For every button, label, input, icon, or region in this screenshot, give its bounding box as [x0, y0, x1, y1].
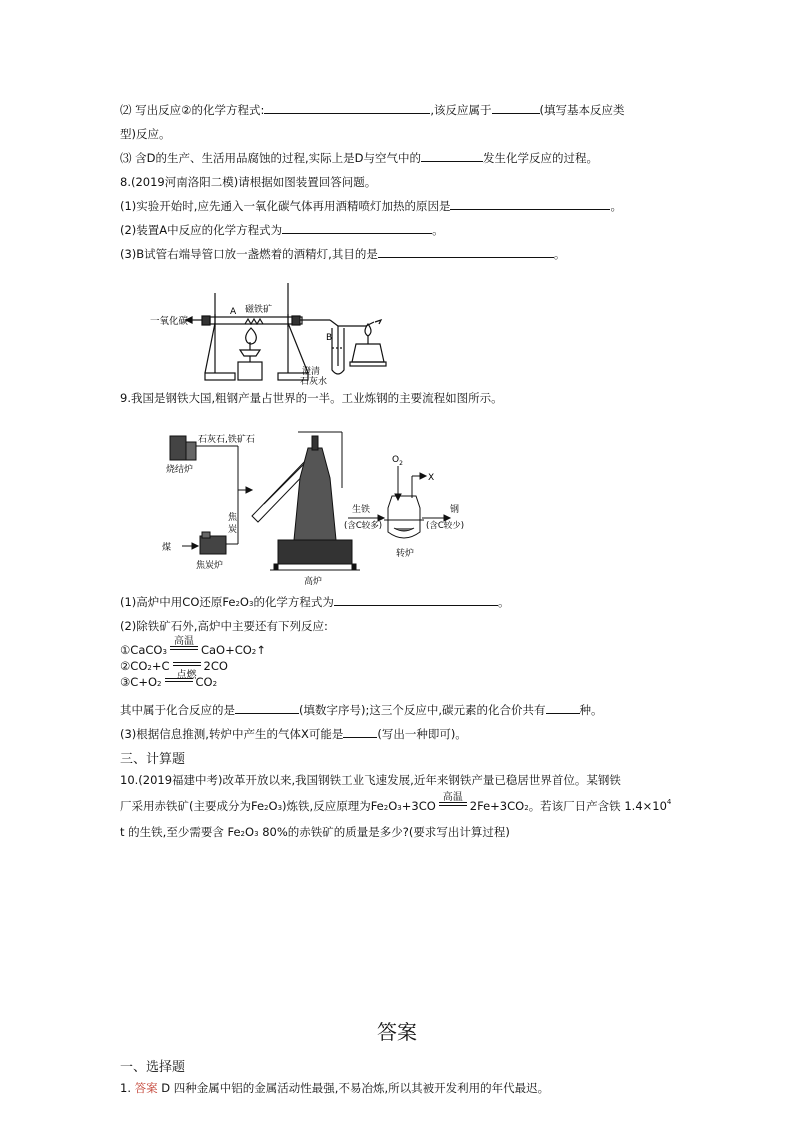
o2-label: $O_2$ [392, 455, 403, 467]
q8-part2: (2)装置A中反应的化学方程式为 。 [120, 223, 444, 237]
coke-label-1: 焦 [228, 513, 238, 523]
q9-stem: 9.我国是钢铁大国,粗钢产量占世界的一半。工业炼钢的主要流程如图所示。 [120, 391, 503, 405]
answer-blank[interactable] [334, 594, 498, 606]
section-choice-heading: 一、选择题 [120, 1060, 186, 1075]
co-label: 一氧化碳 [150, 316, 189, 327]
answer-blank[interactable] [546, 702, 580, 714]
q9-part2: (2)除铁矿石外,高炉中主要还有下列反应: [120, 619, 328, 633]
q10-line3: t 的生铁,至少需要含 Fe2O3 80%的赤铁矿的质量是多少?(要求写出计算过程) [120, 825, 510, 839]
coke-oven-label: 焦炭炉 [196, 561, 224, 571]
reaction-condition: 高温 [170, 642, 198, 654]
answer-title: 答案 [377, 1020, 417, 1044]
answer-blank[interactable] [235, 702, 299, 714]
q9-part2-question: 其中属于化合反应的是 (填数字序号);这三个反应中,碳元素的化合价共有 种。 [120, 703, 603, 717]
answer-blank[interactable] [378, 246, 554, 258]
answer-1: 1. 答案 D 四种金属中铝的金属活动性最强,不易冶炼,所以其被开发利用的年代最迟。 [120, 1081, 550, 1095]
reaction-3: ③C+O2 CO2 [120, 675, 218, 689]
pig-iron-note: (含C较多) [344, 521, 383, 531]
answer-blank[interactable] [282, 222, 432, 234]
limewater-label-2: 石灰水 [300, 377, 328, 387]
q7-part3: ⑶ 含D的生产、生活用品腐蚀的过程,实际上是D与空气中的 发生化学反应的过程。 [120, 151, 599, 165]
steelmaking-figure [160, 428, 480, 588]
answer-blank[interactable] [450, 198, 610, 210]
label-b: B [326, 333, 333, 343]
reaction-condition: 高温 [439, 798, 467, 810]
reaction-condition [165, 674, 193, 686]
q7-part2-line1: ⑵ 写出反应②的化学方程式: ,该反应属于 (填写基本反应类 [120, 103, 625, 117]
limewater-label-1: 澄清 [302, 367, 321, 377]
reaction-1: ①CaCO3 高温 CaO+CO2↑ [120, 636, 266, 657]
q10-line1: 10.(2019福建中考)改革开放以来,我国钢铁工业飞速发展,近年来钢铁产量已稳居世界首位。某钢铁 [120, 773, 621, 787]
q7-part2-line2: 型)反应。 [120, 127, 171, 141]
blast-furnace-label: 高炉 [304, 577, 323, 587]
section-calculation-heading: 三、计算题 [120, 752, 186, 767]
reaction-2: ②CO2+C 点燃 2CO [120, 659, 228, 681]
pig-iron-label: 生铁 [352, 505, 371, 515]
steel-note: (含C较少) [426, 521, 465, 531]
converter-label: 转炉 [396, 549, 415, 559]
q10-line2: 厂采用赤铁矿(主要成分为Fe2O3)炼铁,反应原理为Fe2O3+3CO 高温 2Fe+3CO2。若该厂日产含铁 $1.4\times 10^4$ [120, 792, 672, 813]
limestone-label: 石灰石,铁矿石 [198, 435, 255, 445]
answer-blank[interactable] [343, 726, 377, 738]
coke-label-2: 炭 [228, 525, 238, 535]
answer-blank[interactable] [264, 102, 430, 114]
answer-blank[interactable] [421, 150, 483, 162]
apparatus-figure [150, 278, 390, 390]
answer-label: 答案 [134, 1081, 158, 1095]
x-gas-label: X [428, 473, 435, 483]
q9-part1: (1)高炉中用CO还原Fe2O3的化学方程式为 。 [120, 595, 510, 609]
q8-part3: (3)B试管右端导管口放一盏燃着的酒精灯,其目的是 。 [120, 247, 566, 261]
answer-blank[interactable] [492, 102, 540, 114]
q9-part3: (3)根据信息推测,转炉中产生的气体X可能是 (写出一种即可)。 [120, 727, 467, 741]
q8-stem: 8.(2019河南洛阳二模)请根据如图装置回答问题。 [120, 175, 377, 189]
steel-label: 钢 [450, 505, 460, 515]
q8-part1: (1)实验开始时,应先通入一氧化碳气体再用酒精喷灯加热的原因是 。 [120, 199, 622, 213]
reaction-condition: 点燃 [173, 658, 201, 670]
sinter-furnace-label: 烧结炉 [166, 465, 194, 475]
ore-label: 磁铁矿 [245, 305, 273, 315]
label-a: A [230, 307, 237, 317]
coal-label: 煤 [162, 543, 172, 553]
